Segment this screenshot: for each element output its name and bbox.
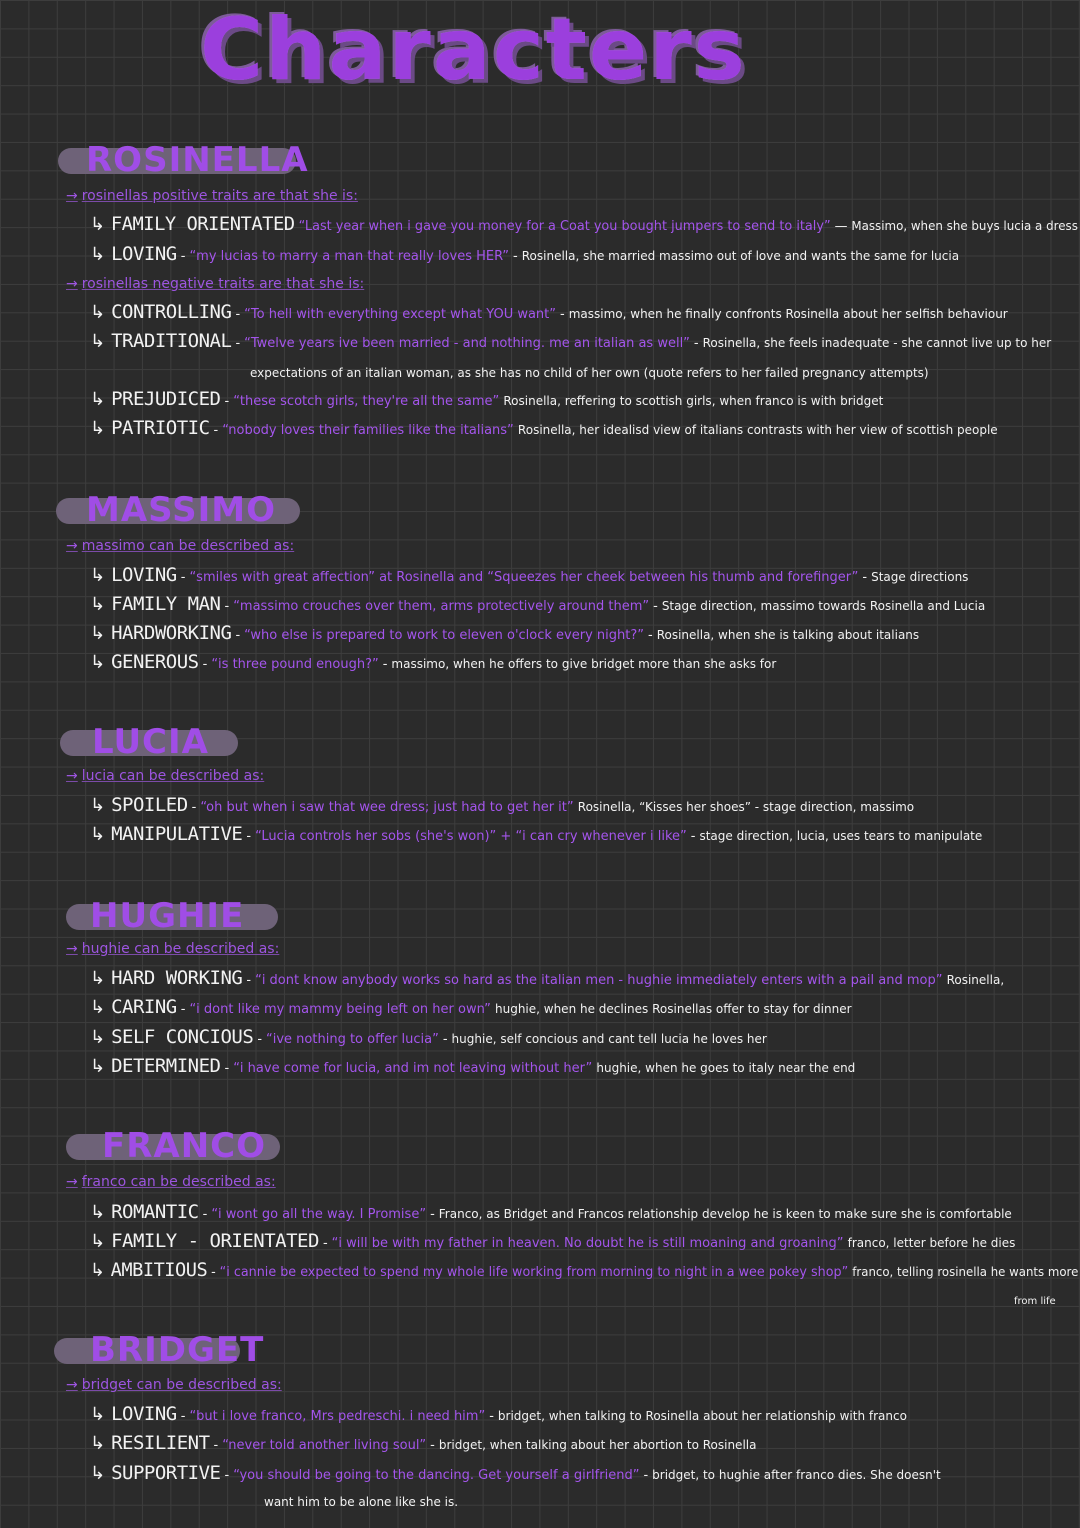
trait-row: ↳ HARDWORKING - “who else is prepared to work to eleven o'clock every night?” - Rosinella, when she is talking about italians bbox=[90, 622, 920, 644]
section-intro: → massimo can be described as: bbox=[66, 538, 295, 554]
trait-continuation: expectations of an italian woman, as she has no child of her own (quote refers to her failed pregnancy attempts) bbox=[250, 366, 929, 380]
trait-row: ↳ FAMILY - ORIENTATED - “i will be with my father in heaven. No doubt he is still moaning and groaning” franco, letter before he dies bbox=[90, 1230, 1016, 1252]
trait-row: ↳ LOVING - “smiles with great affection” at Rosinella and “Squeezes her cheek between his thumb and forefinger” - Stage directions bbox=[90, 564, 969, 586]
trait-row: ↳ FAMILY MAN - “massimo crouches over them, arms protectively around them” - Stage direction, massimo towards Rosinella and Lucia bbox=[90, 593, 986, 615]
trait-row: ↳ TRADITIONAL - “Twelve years ive been married - and nothing. me an italian as well” - Rosinella, she feels inadequate - she cannot live up to her bbox=[90, 330, 1052, 352]
trait-continuation: want him to be alone like she is. bbox=[264, 1495, 459, 1509]
trait-row: ↳ LOVING - “but i love franco, Mrs pedreschi. i need him” - bridget, when talking to Rosinella about her relationship with franco bbox=[90, 1403, 907, 1425]
trait-row: ↳ AMBITIOUS - “i cannie be expected to spend my whole life working from morning to night in a wee pokey shop” franco, telling rosinella he wants more bbox=[90, 1259, 1079, 1281]
section-intro: → rosinellas negative traits are that she is: bbox=[66, 276, 365, 292]
trait-row: ↳ FAMILY ORIENTATED “Last year when i gave you money for a Coat you bought jumpers to send to italy” — Massimo, when she buys lucia a dress bbox=[90, 213, 1078, 235]
section-heading: FRANCO bbox=[102, 1126, 267, 1166]
trait-row: ↳ SELF CONCIOUS - “ive nothing to offer lucia” - hughie, self concious and cant tell lucia he loves her bbox=[90, 1026, 767, 1048]
section-heading: HUGHIE bbox=[90, 896, 245, 936]
trait-row: ↳ ROMANTIC - “i wont go all the way. I Promise” - Franco, as Bridget and Francos relationship develop he is keen to make sure she is comfortable bbox=[90, 1201, 1012, 1223]
trait-row: ↳ RESILIENT - “never told another living soul” - bridget, when talking about her abortion to Rosinella bbox=[90, 1432, 757, 1454]
section-heading: BRIDGET bbox=[90, 1330, 265, 1370]
section-intro: → franco can be described as: bbox=[66, 1174, 276, 1190]
trait-row: ↳ SPOILED - “oh but when i saw that wee dress; just had to get her it” Rosinella, “Kisses her shoes” - stage direction, massimo bbox=[90, 794, 915, 816]
trait-row: ↳ MANIPULATIVE - “Lucia controls her sobs (she's won)” + “i can cry whenever i like” - stage direction, lucia, uses tears to manipulate bbox=[90, 823, 983, 845]
section-heading: ROSINELLA bbox=[86, 140, 309, 180]
section-heading: MASSIMO bbox=[86, 490, 276, 530]
section-intro: → hughie can be described as: bbox=[66, 941, 280, 957]
trait-row: ↳ GENEROUS - “is three pound enough?” - massimo, when he offers to give bridget more than she asks for bbox=[90, 651, 777, 673]
trait-row: ↳ CARING - “i dont like my mammy being left on her own” hughie, when he declines Rosinellas offer to stay for dinner bbox=[90, 996, 852, 1018]
trait-row: ↳ PREJUDICED - “these scotch girls, they're all the same” Rosinella, reffering to scottish girls, when franco is with bridget bbox=[90, 388, 884, 410]
trait-continuation: from life bbox=[1014, 1296, 1056, 1307]
trait-row: ↳ LOVING - “my lucias to marry a man that really loves HER” - Rosinella, she married massimo out of love and wants the same for lucia bbox=[90, 243, 960, 265]
section-intro: → bridget can be described as: bbox=[66, 1377, 282, 1393]
section-intro: → lucia can be described as: bbox=[66, 768, 265, 784]
trait-row: ↳ DETERMINED - “i have come for lucia, and im not leaving without her” hughie, when he goes to italy near the end bbox=[90, 1055, 856, 1077]
section-heading: LUCIA bbox=[92, 722, 209, 762]
trait-row: ↳ SUPPORTIVE - “you should be going to the dancing. Get yourself a girlfriend” - bridget, to hughie after franco dies. She doesn't bbox=[90, 1462, 941, 1484]
trait-row: ↳ HARD WORKING - “i dont know anybody works so hard as the italian men - hughie immediately enters with a pail and mop” Rosinella, bbox=[90, 967, 1005, 989]
page-title: Characters bbox=[200, 0, 747, 100]
section-intro: → rosinellas positive traits are that she is: bbox=[66, 188, 358, 204]
trait-row: ↳ CONTROLLING - “To hell with everything except what YOU want” - massimo, when he finally confronts Rosinella about her selfish behaviour bbox=[90, 301, 1008, 323]
trait-row: ↳ PATRIOTIC - “nobody loves their families like the italians” Rosinella, her idealisd view of italians contrasts with her view of scottish people bbox=[90, 417, 998, 439]
